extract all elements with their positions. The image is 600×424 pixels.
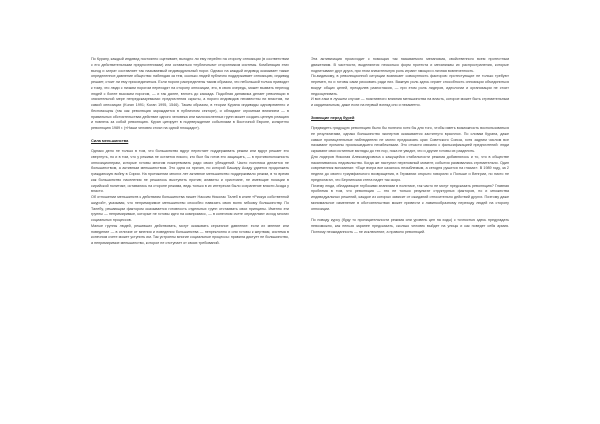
left-paragraph-4: Малые группы людей, решивших действовать, могут оказывать серьезное давление: если их мнение или поведение — в отличие от мнения и поведения большинства — непреклонно и они готовы к жертвам, система в конечном счете может уступить им. Так устроены многие социальные процессы: правила диктует не большинство, а непримиримое меньшинство, которое не отступает от своих требований. <box>91 223 289 245</box>
left-paragraph-1: По Курану, каждый индивид постоянно оценивает, выгодно ли ему перейти на сторону оппозиции (в соответствии с его действительными предпочтениями) или оставаться «публичным» сторонником системы. Комбинация этих выгод и затрат составляет так называемый индивидуальный порог. Однако на каждый индивид оказывает также определенное давление общества: наблюдая за тем, сколько людей публично поддерживает оппозицию, индивид решает, стоит ли ему присоединиться. Если пороги распределены таким образом, что небольшой толчок приводит к тому, что люди с низким порогом переходят на сторону оппозиции, это, в свою очередь, может вызвать переход людей с более высоким порогом, — и так далее, вплоть до каскада. Подобная динамика делает революции в значительной мере непредсказуемыми: предпочтения скрыты, а пороги индивидов неизвестны ни властям, ни самой оппозиции (Kuran 1991; Kuran 1995, 1546). Таким образом, в теории Курана индивиды одновременно и беспомощны (так как революция зарождается в публичном секторе), и обладают огромным влиянием — в правильных обстоятельствах действие одного человека или малочисленных групп может создать цепную реакцию и повлечь за собой революцию. Куран цитирует в подтверждение событиями в Восточной Европе, конкретно революцию 1989 г. («Наши человек стоял на одной площади»). <box>91 57 289 130</box>
left-column <box>91 57 289 247</box>
right-paragraph-5: Для лидеров Николая Александровича к кажущейся стабильности режима добавлялось и то, что в обществе накапливалось недовольство. Когда же наступил переломный момент, события развивались стремительно. Один современник вспоминал: «Еще вчера все казалось незыблемым, а сегодня рушится на глазах». В 1989 году, за 2 недели до своего триумфального возвращения, в Германии открыто говорили о Польше и Венгрии, но никто не предполагал, что Берлинская стена падет так скоро. <box>311 154 509 182</box>
right-paragraph-7: По поводу курсу (буду то проницательности режима или уровень цен на ходы) с точностью здесь предугадать невозможно, как нельзя заранее предсказать, сколько человек выйдет на улицы и как поведет себя армия. Поэтому неожиданность — не исключение, а правило революций. <box>311 218 509 234</box>
right-paragraph-6: Почему люди, обладающие глубокими знаниями в политике, так часто не могут предсказать революцию? Главная проблема в том, что революция — это не только результат структурных факторов, но и множества индивидуальных решений, каждое из которых зависит от ожиданий относительно действий других. Поэтому даже минимальное изменение в обстоятельствах может привести к лавинообразному переходу людей на сторону оппозиции. <box>311 183 509 211</box>
left-paragraph-3: Об отношении меньшинств к действиям большинства пишет Нассим Николас Талеб в книге «Рискуя собственной шкурой», указывая, что непримиримое меньшинство способно навязать свою волю гибкому большинству. По Талебу, решающим фактором оказывается готовность отдельных групп отстаивать свои принципы. Именно эти группы — непримиримые, которые не готовы идти на компромисс, — в конечном счете определяют исход многих социальных процессов. <box>91 195 289 222</box>
right-paragraph-3: И все-таки в лучшем случае — позитивного влияния меньшинства на власть, которое может быть стремительным и кардинальным, даже если на первый взгляд оно и незаметно. <box>311 97 509 107</box>
section-heading-before-storm: Зияющие перед бурей <box>311 114 355 120</box>
right-column <box>311 57 509 235</box>
section-heading-minority: Сила меньшинства <box>91 137 129 143</box>
right-paragraph-1: Эта активизация происходит с помощью так называемого механизма, свойственного всем протестным движениям. В частности, выделяются несколько форм протеста и механизмы их распространения, которые подпитывают друг друга, при этом значительную роль играют эмоции и личная вовлеченность. <box>311 57 509 73</box>
right-paragraph-4: Предвидеть грядущую революцию было бы полезно хотя бы для того, чтобы иметь возможность воспользоваться ее результатами, однако большинство экспертов оказывается застигнуто врасплох. По словам Курана, даже самые проницательные наблюдатели не могли предсказать крах Советского Союза, хотя задним числом все называют причины произошедшего неизбежными. Это отчасти связано с фальсификацией предпочтений: люди скрывают свои истинные взгляды до тех пор, пока не увидят, что и другие готовы их разделить. <box>311 126 509 153</box>
left-paragraph-2: Однако дело не только в том, что большинство вдруг перестает поддерживать режим или вдруг решает его свергнуть, но и в том, что у режима не остается никого, кто был бы готов его защищать, — в противоположность оппозиционерам, которые готовы многим пожертвовать ради своих убеждений. Часто политика делается не большинством, а активным меньшинством. Это одна из причин, по которой Башару Асаду удается продолжать гражданскую войну в Сирии. На протяжении многих лет активное меньшинство поддерживало режим, в то время как большинство населения не решалось выступить против; алавиты и христиане, не имеющие позиции в сирийской политике, оставались на стороне режима, ведь только в их интересах было сохранение власти Асада у власти. <box>91 149 289 194</box>
right-paragraph-2: По-видимому, в революционной ситуации возникает совокупность факторов: протестующие не только требуют перемен, но и готовы сами рисковать ради них. Важную роль здесь играет способность оппозиции объединиться вокруг общих целей, преодолев разногласия, — при этом роль лидеров, идеологии и организации не стоит недооценивать. <box>311 74 509 96</box>
